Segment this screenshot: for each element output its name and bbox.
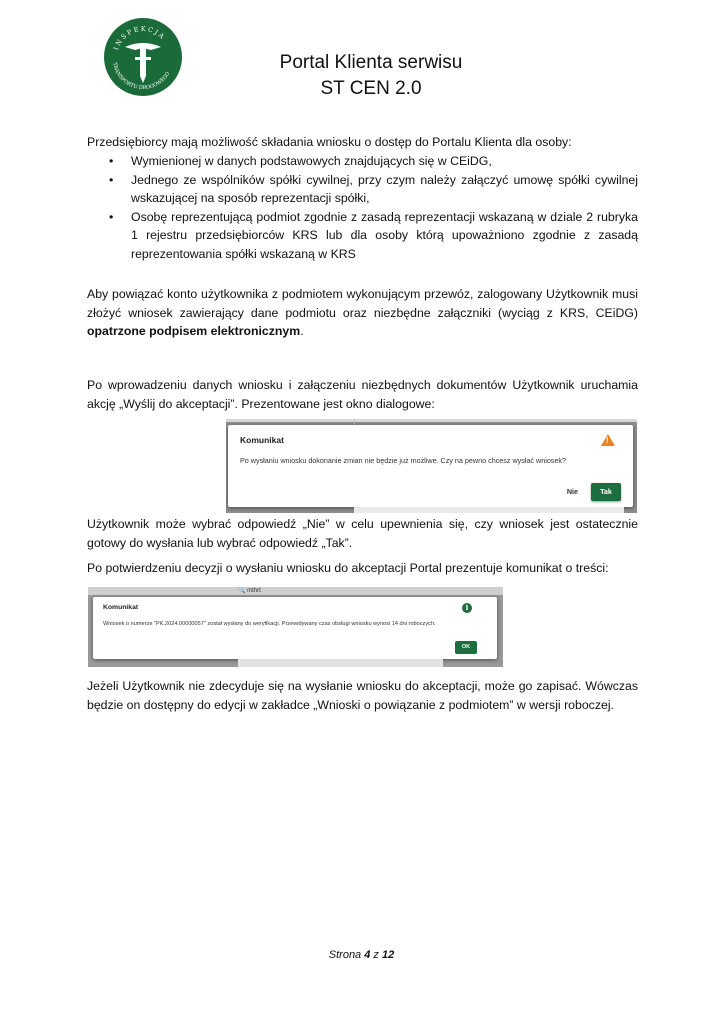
confirm-dialog-screenshot bbox=[226, 419, 637, 513]
warning-icon: ! bbox=[601, 434, 615, 446]
background-field bbox=[238, 659, 443, 667]
answer-paragraph: Użytkownik może wybrać odpowiedź „Nie” w celu upewnienia się, czy wniosek jest ostatecznie gotowy do wysłania lub wybrać odpowiedź „Tak”. bbox=[87, 517, 638, 550]
intro-paragraph: Przedsiębiorcy mają możliwość składania wniosku o dostęp do Portalu Klienta dla osoby: bbox=[87, 135, 572, 149]
bullet-icon: • bbox=[109, 209, 114, 224]
dialog-title: Komunikat bbox=[240, 435, 284, 445]
itd-logo bbox=[103, 17, 183, 97]
background-toolbar bbox=[88, 587, 503, 595]
dialog-message: Wniosek o numerze "PK.2024.00000057" został wysłany do weryfikacji. Przewidywany czas obsługi wniosku wynosi 14 dni roboczych. bbox=[103, 621, 436, 627]
list-item: • Jednego ze wspólników spółki cywilnej, przy czym należy załączyć umowę spółki cywilnej wskazującej na sposób reprezentacji spółki, bbox=[109, 172, 638, 206]
background-search-field: 🔍 mthrt bbox=[238, 588, 261, 594]
svg-text:TRANSPORTU DROGOWEGO: TRANSPORTU DROGOWEGO bbox=[111, 62, 172, 92]
save-draft-paragraph: Jeżeli Użytkownik nie zdecyduje się na wysłanie wniosku do akceptacji, może go zapisać. Wówczas będzie on dostępny do edycji w zakładce „Wnioski o powiązanie z podmiotem” w wersji roboczej. bbox=[87, 679, 638, 712]
background-field bbox=[354, 507, 624, 513]
ok-button[interactable]: OK bbox=[455, 641, 477, 654]
bullet-icon: • bbox=[109, 154, 114, 168]
link-account-paragraph: Aby powiązać konto użytkownika z podmiotem wykonującym przewóz, zalogowany Użytkownik musi złożyć wniosek zawierający dane podmiotu oraz niezbędne załączniki (wyciąg z KRS, CEiDG) opatrzone podpisem elektronicznym. bbox=[87, 287, 638, 339]
bold-signature-text: opatrzone podpisem elektronicznym bbox=[87, 324, 301, 339]
list-item: • Wymienionej w danych podstawowych znajdujących się w CEiDG, bbox=[87, 152, 638, 171]
confirmation-paragraph: Po potwierdzeniu decyzji o wysłaniu wniosku do akceptacji Portal prezentuje komunikat o treści: bbox=[87, 561, 609, 575]
confirm-dialog bbox=[228, 425, 633, 507]
no-button[interactable]: Nie bbox=[566, 487, 578, 496]
bullet-list bbox=[87, 152, 638, 264]
background-toolbar bbox=[226, 419, 637, 422]
title-line-1: Portal Klienta serwisu bbox=[279, 52, 463, 73]
info-icon: i bbox=[462, 603, 472, 613]
info-dialog-screenshot bbox=[88, 587, 503, 667]
page-number: 4 bbox=[364, 949, 371, 961]
page-footer: Strona 4 z 12 bbox=[328, 949, 395, 961]
document-title bbox=[220, 50, 522, 102]
page-total: 12 bbox=[381, 949, 395, 961]
list-item: • Osobę reprezentującą podmiot zgodnie z zasadą reprezentacji wskazaną w dziale 2 rubryka 1 rejestru przedsiębiorców KRS lub dla osoby którą upoważniono zgodnie z zasadą reprezentowania spółki wskazaną w KRS bbox=[109, 209, 638, 261]
yes-button[interactable]: Tak bbox=[591, 483, 621, 501]
title-line-2: ST CEN 2.0 bbox=[320, 78, 422, 99]
send-action-paragraph: Po wprowadzeniu danych wniosku i załączeniu niezbędnych dokumentów Użytkownik uruchamia akcję „Wyślij do akceptacji”. Prezentowane jest okno dialogowe: bbox=[87, 378, 638, 411]
svg-text:INSPEKCJA: INSPEKCJA bbox=[112, 24, 168, 52]
dialog-title: Komunikat bbox=[103, 604, 139, 611]
dialog-message: Po wysłaniu wniosku dokonanie zmian nie będzie już możliwe. Czy na pewno chcesz wysłać wniosek? bbox=[240, 456, 566, 465]
info-dialog bbox=[93, 597, 497, 659]
bullet-icon: • bbox=[109, 172, 114, 187]
